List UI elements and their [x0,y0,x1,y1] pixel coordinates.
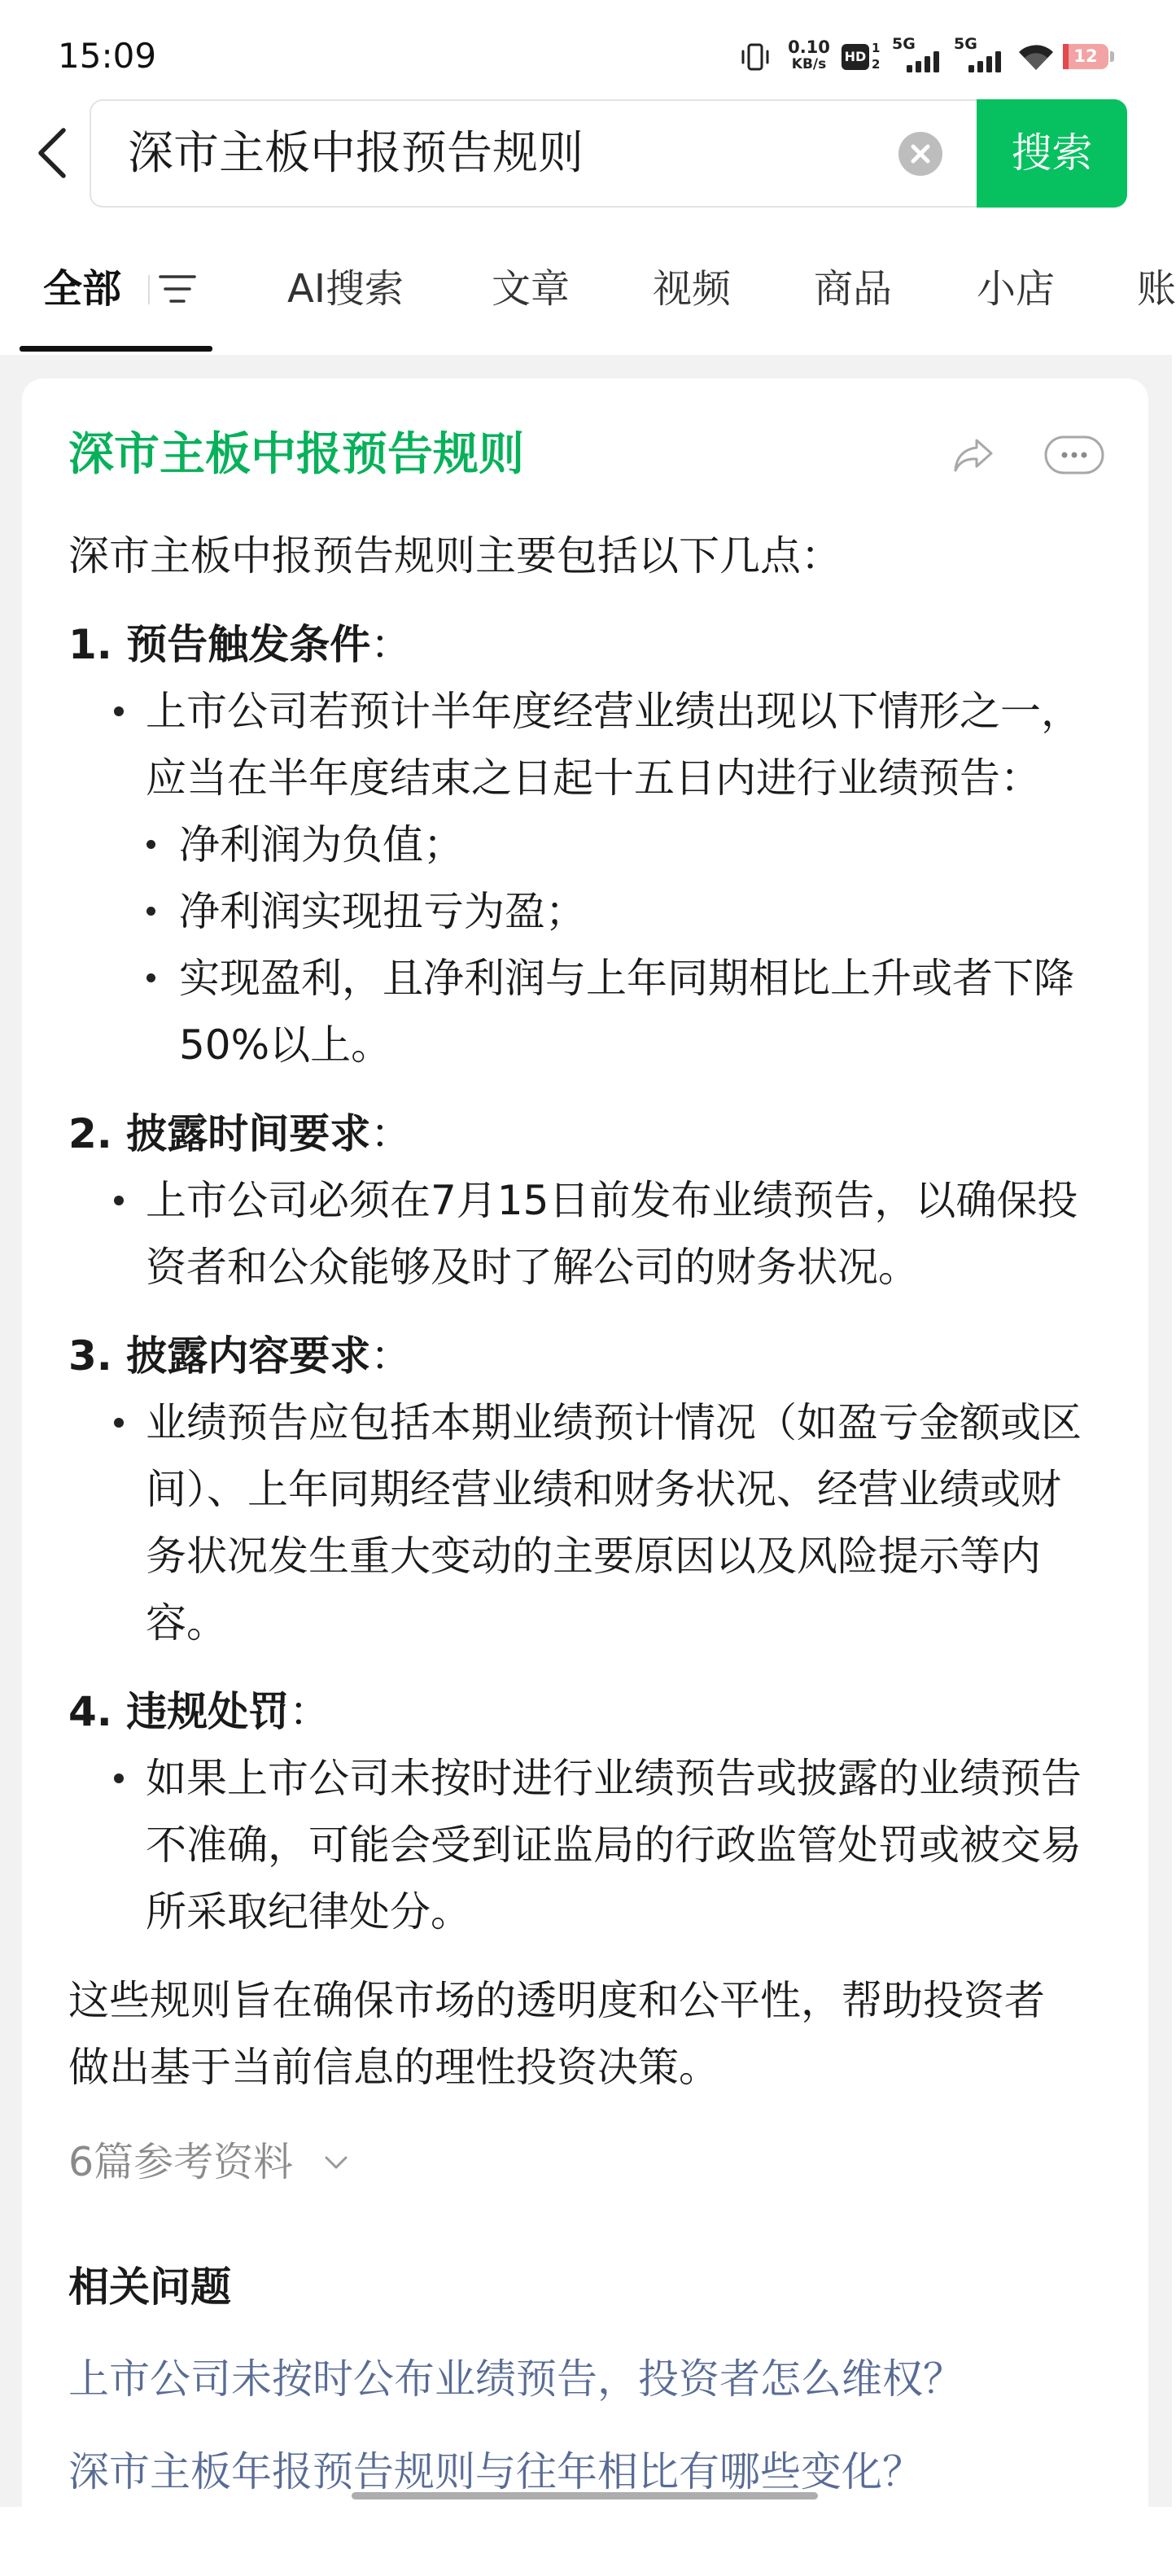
section-number: 2. [68,1110,112,1157]
bullet-line: 务状况发生重大变动的主要原因以及风险提示等内 [146,1533,1041,1580]
sub-bullet-line: 净利润为负值； [179,821,464,868]
sim2-network-label: 5G [954,35,977,53]
bullet-item [68,1745,1108,1945]
section-title: 违规处罚 [126,1688,290,1735]
sub-bullet-line: 实现盈利，且净利润与上年同期相比上升或者下降 [179,955,1074,1002]
bullet-item [68,1167,1108,1301]
sub-bullet-line: 50%以上。 [179,1021,392,1069]
bullet-dot [114,1418,124,1428]
section-colon: ： [370,621,412,668]
bullet-line: 所采取纪律处分。 [146,1888,471,1935]
hd-sub-top: 1 [872,41,881,55]
active-tab-indicator [20,346,212,352]
back-button[interactable] [33,125,75,181]
search-tabs [0,244,1176,355]
bullet-dot [114,706,124,716]
sub-bullet-dot [146,973,155,982]
bullet-line: 上市公司必须在7月15日前发布业绩预告，以确保投 [146,1177,1078,1224]
related-questions-heading: 相关问题 [68,2263,231,2311]
status-bar [0,0,1172,98]
sub-bullet-line: 净利润实现扭亏为盈； [179,888,586,935]
section-title: 披露内容要求 [126,1332,371,1380]
chevron-down-icon [324,2154,348,2171]
section-number: 3. [68,1332,112,1380]
home-indicator[interactable] [352,2492,818,2499]
sim1-network-label: 5G [892,35,916,53]
search-button[interactable]: 搜索 [977,99,1127,208]
more-options-icon[interactable] [1044,435,1104,475]
bullet-line: 不准确，可能会受到证监局的行政监管处罚或被交易 [146,1822,1082,1869]
status-time: 15:09 [58,36,157,76]
references-label: 6篇参考资料 [68,2139,294,2185]
hd-voice-icon: HD [842,44,869,70]
answer-title: 深市主板中报预告规则 [68,428,524,481]
battery-nub [1110,51,1114,62]
sub-bullet-item [68,811,1108,878]
references-toggle[interactable] [68,2129,1108,2196]
related-question-link[interactable]: 上市公司未按时公布业绩预告，投资者怎么维权？ [68,2355,964,2403]
network-speed [786,39,832,75]
bullet-line: 资者和公众能够及时了解公司的财务状况。 [146,1244,919,1291]
answer-section [68,1323,1108,1656]
section-colon: ： [370,1110,412,1157]
answer-conclusion [68,1967,1108,2101]
tab-shops[interactable]: 小店 [977,266,1056,312]
answer-section [68,611,1108,1078]
sub-bullet-item [68,878,1108,945]
bullet-line: 如果上市公司未按时进行业绩预告或披露的业绩预告 [146,1755,1082,1802]
hd-sub-bottom: 2 [872,57,881,72]
sim2-signal-icon [954,36,1008,75]
bullet-dot [114,1773,124,1783]
bullet-item [68,678,1108,1078]
conclusion-line: 做出基于当前信息的理性投资决策。 [68,2044,719,2091]
bullet-item [68,1389,1108,1656]
filter-icon[interactable] [158,272,197,306]
wifi-icon [1017,42,1055,72]
search-input[interactable] [90,99,978,208]
sim1-signal-icon [892,36,946,75]
tab-videos[interactable]: 视频 [653,266,732,312]
bullet-line: 间）、上年同期经营业绩和财务状况、经营业绩或财 [146,1466,1061,1513]
tab-ai-search[interactable]: AI搜索 [287,266,404,312]
section-heading [68,611,1108,678]
tab-divider [148,275,150,304]
sub-bullet-dot [146,840,155,849]
network-speed-unit: KB/s [791,56,827,72]
vibrate-icon [739,41,772,73]
section-colon: ： [289,1688,330,1735]
answer-section [68,1678,1108,1945]
section-number: 4. [68,1688,112,1735]
conclusion-line: 这些规则旨在确保市场的透明度和公平性，帮助投资者 [68,1977,1045,2024]
bullet-line: 上市公司若预计半年度经营业绩出现以下情形之一， [146,688,1082,735]
tab-articles[interactable]: 文章 [492,266,571,312]
related-question-link[interactable]: 深市主板年报预告规则与往年相比有哪些变化？ [68,2448,923,2495]
section-heading [68,1323,1108,1389]
sub-bullet-item [68,945,1108,1078]
section-heading [68,1100,1108,1167]
section-heading [68,1678,1108,1745]
section-title: 披露时间要求 [126,1110,371,1157]
network-speed-value: 0.10 [788,37,830,57]
battery-level: 12 [1073,46,1098,66]
section-number: 1. [68,621,112,668]
bullet-line: 业绩预告应包括本期业绩预计情况（如盈亏金额或区 [146,1399,1082,1446]
search-query-text[interactable]: 深市主板中报预告规则 [128,127,584,180]
ai-answer-card [22,378,1148,2576]
bullet-dot [114,1196,124,1205]
section-colon: ： [370,1332,412,1380]
answer-intro: 深市主板中报预告规则主要包括以下几点： [68,532,842,579]
tab-accounts[interactable]: 账 [1137,266,1176,312]
battery-icon [1063,44,1108,69]
clear-search-button[interactable] [897,130,944,177]
tab-products[interactable]: 商品 [814,266,893,312]
chevron-left-icon [33,125,75,181]
sub-bullet-dot [146,907,155,916]
close-circle-icon [897,130,944,177]
bullet-line: 容。 [146,1599,227,1647]
answer-section [68,1100,1108,1301]
share-icon[interactable] [951,434,995,476]
bullet-line: 应当在半年度结束之日起十五日内进行业绩预告： [146,754,1041,802]
tab-all[interactable]: 全部 [43,266,122,312]
section-title: 预告触发条件 [126,621,371,668]
